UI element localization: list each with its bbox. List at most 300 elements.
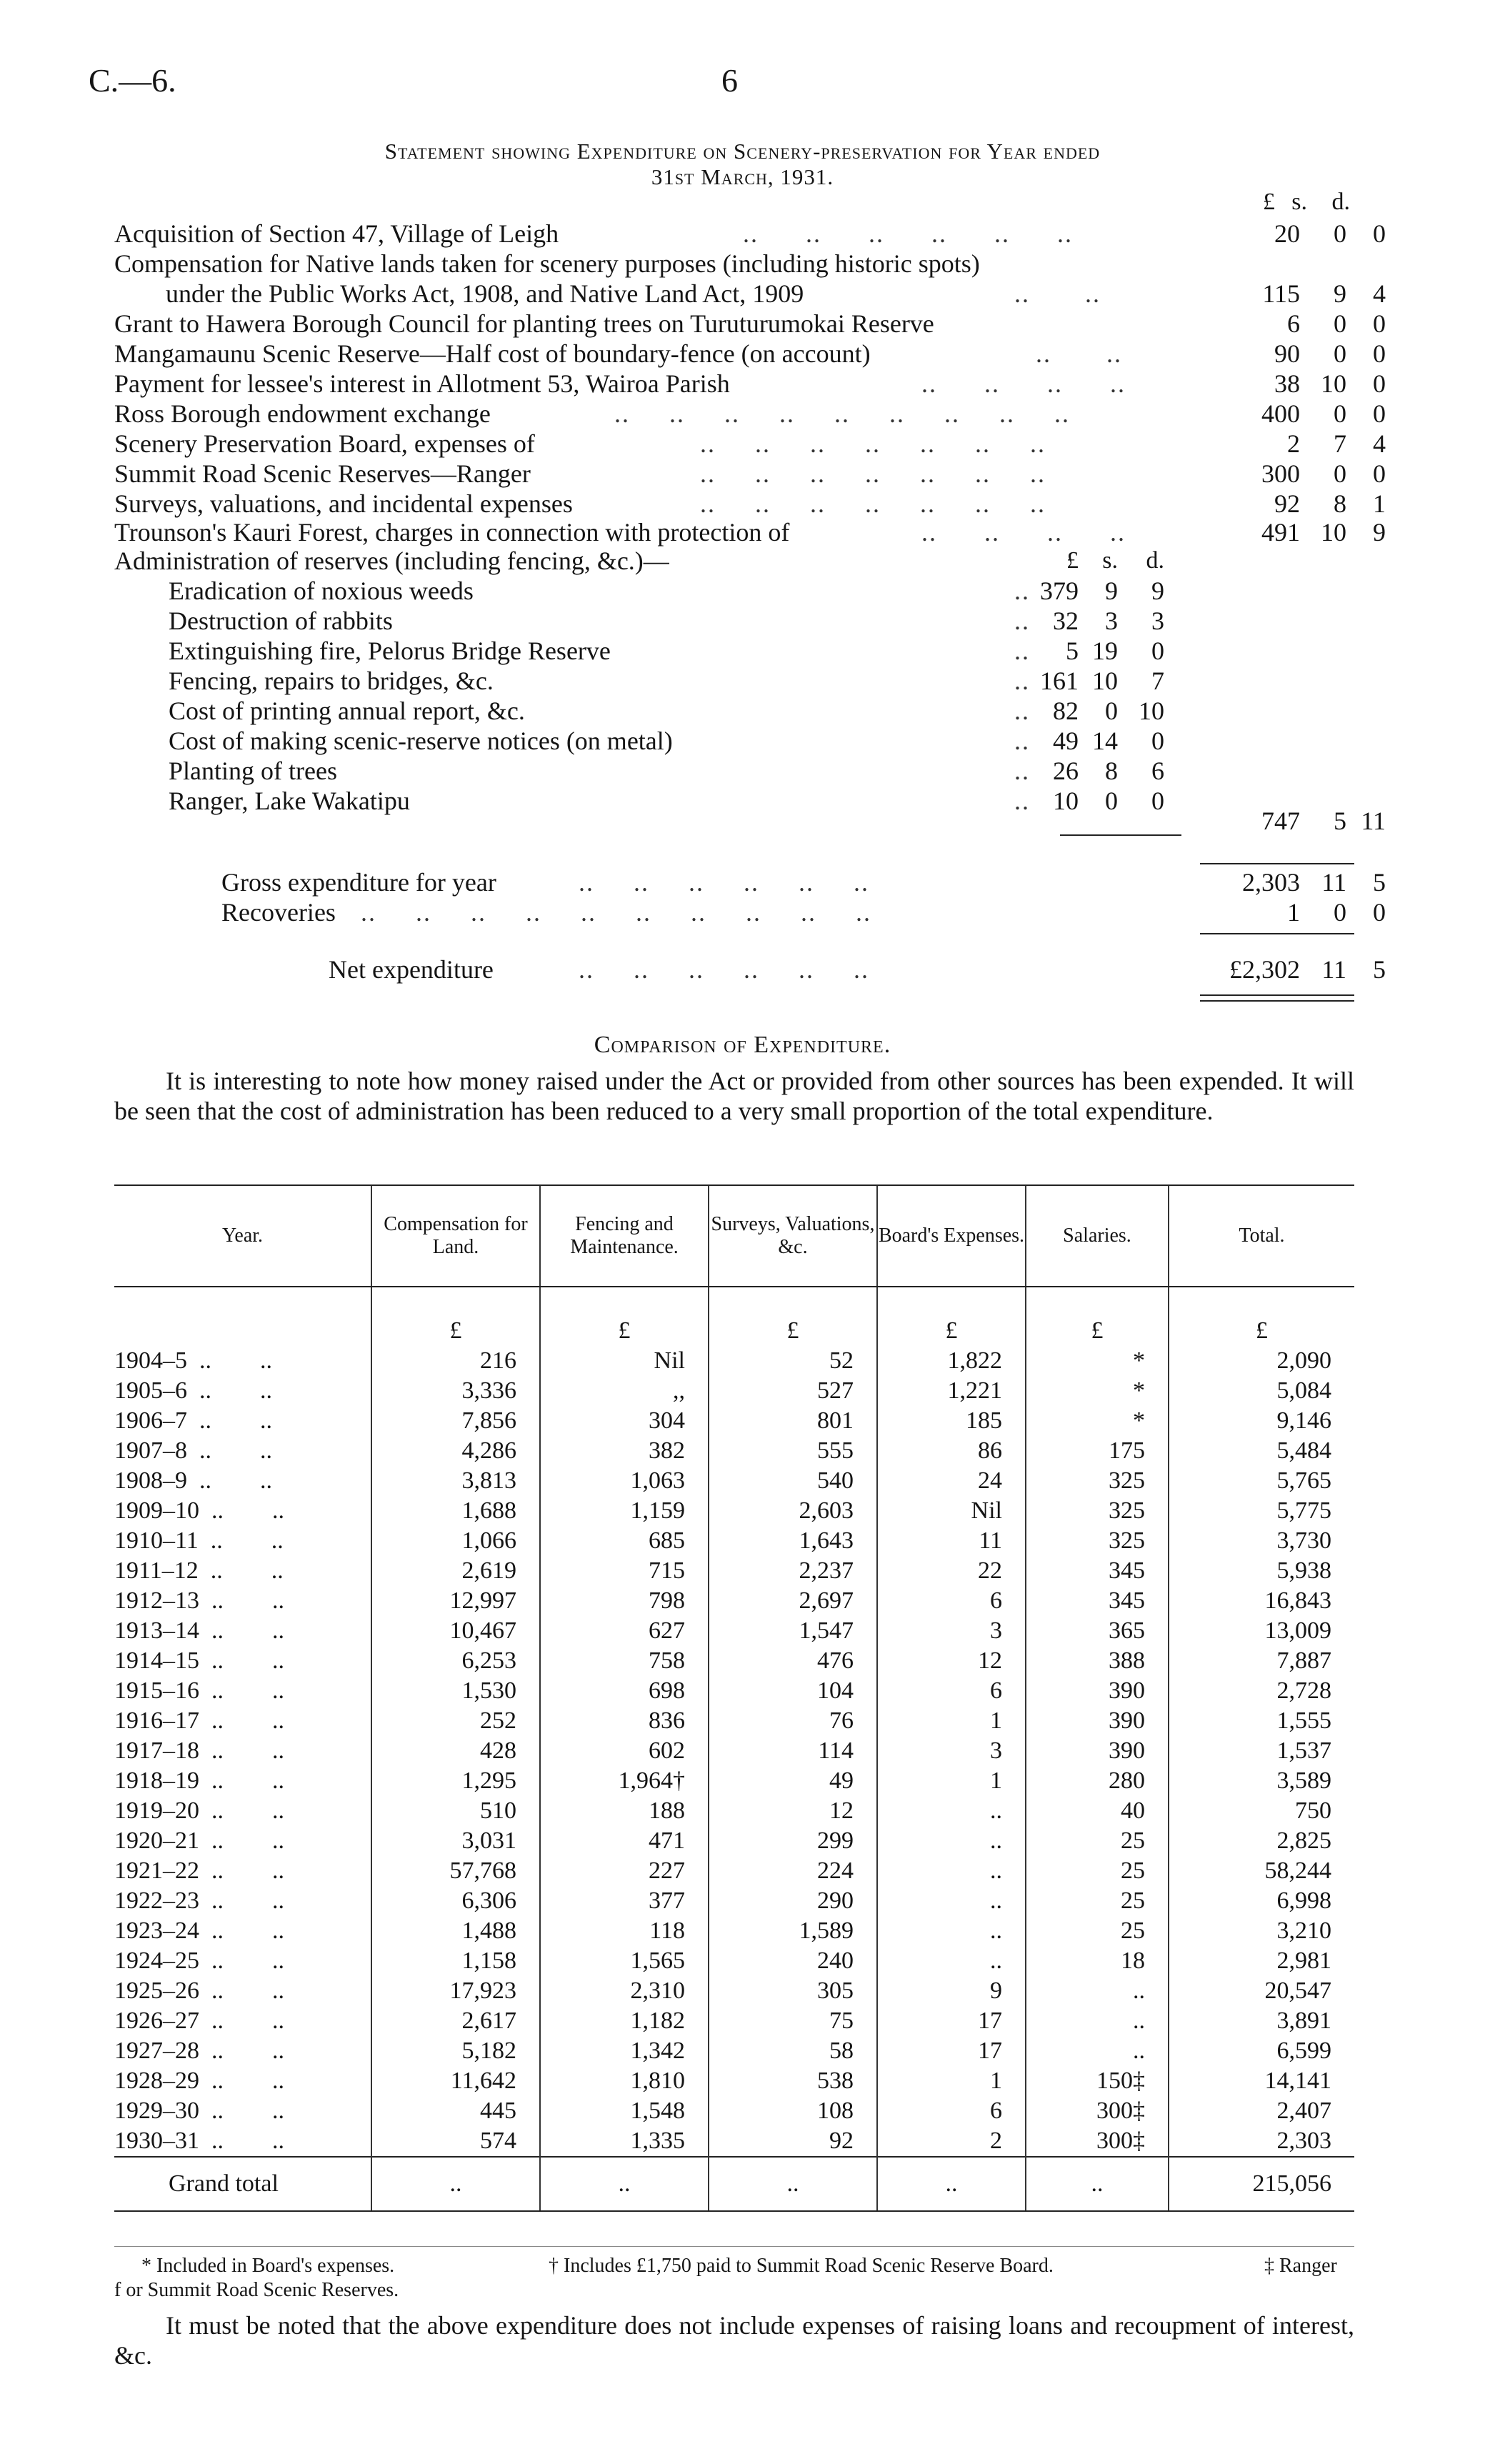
- leader-dots: .. ..: [199, 1977, 284, 2004]
- value-cell: 510: [371, 1796, 540, 1826]
- value-cell: £: [709, 1287, 877, 1346]
- value-cell: 25: [1026, 1826, 1169, 1856]
- value-cell: 92: [709, 2126, 877, 2157]
- value-cell: 325: [1026, 1496, 1169, 1526]
- value-cell: 280: [1026, 1766, 1169, 1796]
- value-cell: 10,467: [371, 1616, 540, 1646]
- value-cell: ..: [371, 2157, 540, 2211]
- value-cell: ..: [877, 1886, 1026, 1916]
- leader-dots: .. .. .. .. .. .. ..: [700, 429, 1046, 458]
- admin-item-pounds: 161: [1040, 667, 1079, 695]
- table-row: [114, 1916, 1354, 1946]
- value-cell: 58,244: [1169, 1856, 1354, 1886]
- value-cell: 365: [1026, 1616, 1169, 1646]
- leader-dots: .. ..: [199, 1947, 284, 1974]
- value-cell: £: [540, 1287, 709, 1346]
- value-cell: 150‡: [1026, 2066, 1169, 2096]
- admin-item-pence: 9: [1151, 577, 1164, 605]
- value-cell: 3: [877, 1736, 1026, 1766]
- year-cell: 1927–28 .. ..: [114, 2037, 284, 2064]
- table-row: [114, 1736, 1354, 1766]
- value-cell: ,,: [540, 1376, 709, 1406]
- year-cell: 1916–17 .. ..: [114, 1707, 284, 1734]
- admin-item: [114, 726, 1379, 756]
- value-cell: 12: [709, 1796, 877, 1826]
- table-row: [114, 1616, 1354, 1646]
- year-cell: 1910–11 .. ..: [114, 1527, 284, 1554]
- col-year: Year.: [114, 1185, 371, 1287]
- value-cell: 12,997: [371, 1586, 540, 1616]
- value-cell: ..: [1026, 2157, 1169, 2211]
- admin-item-desc: Cost of making scenic-reserve notices (on metal): [169, 727, 673, 755]
- value-cell: ..: [877, 1916, 1026, 1946]
- value-cell: 3,730: [1169, 1526, 1354, 1556]
- value-cell: 108: [709, 2096, 877, 2126]
- leader-dots: .. ..: [187, 1377, 272, 1404]
- table-row: [114, 2036, 1354, 2066]
- value-cell: 40: [1026, 1796, 1169, 1826]
- value-cell: 18: [1026, 1946, 1169, 1976]
- statement-item: [114, 546, 1379, 576]
- value-cell: ..: [540, 2157, 709, 2211]
- value-cell: 25: [1026, 1856, 1169, 1886]
- page-number: 6: [721, 62, 738, 99]
- value-cell: 5,182: [371, 2036, 540, 2066]
- value-cell: 22: [877, 1556, 1026, 1586]
- table-row: [114, 1886, 1354, 1916]
- statement-item-desc: Acquisition of Section 47, Village of Leigh: [114, 219, 559, 248]
- value-cell: 9,146: [1169, 1406, 1354, 1436]
- statement-title-line2: 31st March, 1931.: [651, 164, 834, 189]
- statement-title-line1: Statement showing Expenditure on Scenery-preservation for Year ended: [384, 139, 1101, 164]
- value-cell: 758: [540, 1646, 709, 1676]
- value-cell: 5,484: [1169, 1436, 1354, 1466]
- value-cell: 5,775: [1169, 1496, 1354, 1526]
- statement-item: [114, 369, 1386, 399]
- value-cell: 325: [1026, 1466, 1169, 1496]
- admin-item-pounds: 379: [1040, 577, 1079, 605]
- year-cell: 1904–5 .. ..: [114, 1347, 272, 1374]
- leader-dots: .. ..: [199, 1497, 284, 1524]
- net-double-rule-1: [1200, 994, 1354, 996]
- value-cell: 57,768: [371, 1856, 540, 1886]
- admin-total-shillings: 5: [1334, 807, 1346, 835]
- value-cell: 175: [1026, 1436, 1169, 1466]
- col-surveys: Surveys, Valuations, &c.: [709, 1185, 877, 1287]
- value-cell: 1,688: [371, 1496, 540, 1526]
- leader-dots: .. ..: [199, 2007, 284, 2034]
- statement-item-pence: 0: [1373, 309, 1386, 338]
- value-cell: 574: [371, 2126, 540, 2157]
- value-cell: 17: [877, 2006, 1026, 2036]
- statement-item: [114, 249, 1379, 279]
- leader-dots: .. ..: [199, 1707, 284, 1734]
- leader-dots: .. .. .. ..: [921, 369, 1126, 398]
- value-cell: £: [371, 1287, 540, 1346]
- table-row: [114, 1976, 1354, 2006]
- leader-dots: .. ..: [199, 1617, 284, 1644]
- net-pence: 5: [1373, 955, 1386, 984]
- value-cell: 300‡: [1026, 2126, 1169, 2157]
- year-cell: 1907–8 .. ..: [114, 1437, 272, 1464]
- value-cell: 240: [709, 1946, 877, 1976]
- leader-dots: .. ..: [199, 2037, 284, 2064]
- year-cell: 1922–23 .. ..: [114, 1887, 284, 1914]
- admin-shillings-header: s.: [1102, 547, 1118, 574]
- value-cell: 476: [709, 1646, 877, 1676]
- leader-dots: .. ..: [187, 1467, 272, 1494]
- year-cell: 1909–10 .. ..: [114, 1497, 284, 1524]
- admin-item: [114, 636, 1379, 666]
- net-shillings: 11: [1321, 955, 1346, 984]
- admin-pounds-header: £: [1066, 547, 1079, 574]
- admin-item-shillings: 0: [1105, 697, 1118, 725]
- value-cell: ..: [877, 1946, 1026, 1976]
- value-cell: 1,589: [709, 1916, 877, 1946]
- statement-item: [114, 489, 1386, 519]
- footnote-ranger-cont: f or Summit Road Scenic Reserves.: [114, 2279, 399, 2301]
- statement-item: [114, 459, 1386, 489]
- value-cell: *: [1026, 1346, 1169, 1376]
- value-cell: 377: [540, 1886, 709, 1916]
- value-cell: 2,697: [709, 1586, 877, 1616]
- table-row: [114, 1436, 1354, 1466]
- statement-item-desc: Payment for lessee's interest in Allotment 53, Wairoa Parish: [114, 369, 730, 398]
- comparison-table: [114, 1184, 1354, 2212]
- value-cell: 1,964†: [540, 1766, 709, 1796]
- value-cell: 305: [709, 1976, 877, 2006]
- statement-item-pence: 0: [1373, 459, 1386, 488]
- leader-dots: .. ..: [199, 1827, 284, 1854]
- value-cell: 5,765: [1169, 1466, 1354, 1496]
- value-cell: ..: [877, 2157, 1026, 2211]
- statement-item-shillings: 10: [1321, 518, 1346, 547]
- value-cell: 7,856: [371, 1406, 540, 1436]
- statement-item-pence: 1: [1373, 489, 1386, 518]
- value-cell: 527: [709, 1376, 877, 1406]
- admin-item-pounds: 49: [1053, 727, 1079, 755]
- col-fencing: Fencing and Maintenance.: [540, 1185, 709, 1287]
- value-cell: 1,547: [709, 1616, 877, 1646]
- statement-item-pence: 0: [1373, 219, 1386, 248]
- statement-item-pounds: 115: [1262, 279, 1300, 308]
- statement-item-shillings: 9: [1334, 279, 1346, 308]
- table-row: [114, 2096, 1354, 2126]
- value-cell: 215,056: [1169, 2157, 1354, 2211]
- year-cell: 1908–9 .. ..: [114, 1467, 272, 1494]
- value-cell: 6,998: [1169, 1886, 1354, 1916]
- table-row: [114, 2066, 1354, 2096]
- leader-dots: .. ..: [187, 1347, 272, 1374]
- value-cell: 3: [877, 1616, 1026, 1646]
- col-salaries: Salaries.: [1026, 1185, 1169, 1287]
- value-cell: 104: [709, 1676, 877, 1706]
- statement-item-pounds: 38: [1274, 369, 1300, 398]
- leader-dots: ..: [1014, 757, 1030, 785]
- comparison-intro: It is interesting to note how money raised under the Act or provided from other sources has been expended. It will be seen that the cost of administration has been reduced to a very small proportion of the total expenditure.: [114, 1067, 1354, 1125]
- value-cell: 602: [540, 1736, 709, 1766]
- admin-item-desc: Extinguishing fire, Pelorus Bridge Reserve: [169, 637, 611, 665]
- table-row: [114, 2006, 1354, 2036]
- net-pounds: £2,302: [1229, 955, 1300, 984]
- table-row: [114, 1526, 1354, 1556]
- value-cell: 14,141: [1169, 2066, 1354, 2096]
- statement-item-shillings: 0: [1334, 339, 1346, 368]
- value-cell: ..: [1026, 2036, 1169, 2066]
- statement-item-desc: Summit Road Scenic Reserves—Ranger: [114, 459, 531, 488]
- value-cell: 20,547: [1169, 1976, 1354, 2006]
- value-cell: 801: [709, 1406, 877, 1436]
- grand-total-row: [114, 2157, 1354, 2211]
- admin-item-shillings: 19: [1092, 637, 1118, 665]
- value-cell: ..: [877, 1856, 1026, 1886]
- year-cell: 1912–13 .. ..: [114, 1587, 284, 1614]
- table-row: [114, 1646, 1354, 1676]
- year-cell: [114, 1287, 371, 1346]
- footnote-board: * Included in Board's expenses.: [141, 2255, 395, 2277]
- leader-dots: .. ..: [199, 1887, 284, 1914]
- leader-dots: .. ..: [199, 1737, 284, 1764]
- gross-pounds: 2,303: [1242, 868, 1300, 897]
- statement-item-pounds: 20: [1274, 219, 1300, 248]
- year-cell: 1926–27 .. ..: [114, 2007, 284, 2034]
- value-cell: 86: [877, 1436, 1026, 1466]
- statement-item-desc: Scenery Preservation Board, expenses of: [114, 429, 535, 458]
- year-cell: 1920–21 .. ..: [114, 1827, 284, 1854]
- admin-item-pounds: 26: [1053, 757, 1079, 785]
- value-cell: 428: [371, 1736, 540, 1766]
- admin-item-pounds: 82: [1053, 697, 1079, 725]
- value-cell: 2: [877, 2126, 1026, 2157]
- admin-total-pounds: 747: [1261, 807, 1300, 835]
- leader-dots: .. ..: [199, 2068, 284, 2094]
- value-cell: 836: [540, 1706, 709, 1736]
- leader-dots: .. ..: [198, 1557, 284, 1584]
- net-row: Net expenditure .. .. .. .. .. .. £2,302 11 5: [329, 955, 1386, 984]
- statement-item-pounds: 90: [1274, 339, 1300, 368]
- statement-item-pence: 0: [1373, 399, 1386, 428]
- admin-total-row: [114, 806, 1386, 836]
- value-cell: 224: [709, 1856, 877, 1886]
- year-cell: 1923–24 .. ..: [114, 1917, 284, 1944]
- value-cell: 1,158: [371, 1946, 540, 1976]
- footnote-rule: [114, 2246, 1354, 2247]
- statement-item-desc: Grant to Hawera Borough Council for planting trees on Turuturumokai Reserve: [114, 309, 934, 338]
- value-cell: £: [1026, 1287, 1169, 1346]
- value-cell: ..: [1026, 2006, 1169, 2036]
- value-cell: 1,548: [540, 2096, 709, 2126]
- admin-item-desc: Cost of printing annual report, &c.: [169, 697, 525, 725]
- leader-dots: .. ..: [199, 1917, 284, 1944]
- value-cell: 58: [709, 2036, 877, 2066]
- statement-item-pounds: 400: [1261, 399, 1300, 428]
- leader-dots: .. .. .. .. .. ..: [743, 219, 1073, 248]
- statement-item-desc: Administration of reserves (including fencing, &c.)—: [114, 547, 669, 575]
- value-cell: £: [877, 1287, 1026, 1346]
- value-cell: 627: [540, 1616, 709, 1646]
- year-cell: 1918–19 .. ..: [114, 1767, 284, 1794]
- statement-item-pence: 4: [1373, 429, 1386, 458]
- gross-pence: 5: [1373, 868, 1386, 897]
- value-cell: 1,295: [371, 1766, 540, 1796]
- year-cell: 1925–26 .. ..: [114, 1977, 284, 2004]
- value-cell: 388: [1026, 1646, 1169, 1676]
- value-cell: 25: [1026, 1886, 1169, 1916]
- table-row: [114, 2126, 1354, 2157]
- admin-item-desc: Planting of trees: [169, 757, 337, 785]
- admin-item-pence: 0: [1151, 727, 1164, 755]
- admin-item-pence: 10: [1139, 697, 1164, 725]
- admin-item: [114, 666, 1379, 696]
- col-total: Total.: [1169, 1185, 1354, 1287]
- table-body: [114, 1287, 1354, 2211]
- shillings-header: s.: [1291, 189, 1307, 215]
- table-row: [114, 1406, 1354, 1436]
- statement-item-shillings: 8: [1334, 489, 1346, 518]
- leader-dots: ..: [1014, 727, 1030, 755]
- statement-item-shillings: 10: [1321, 369, 1346, 398]
- leader-dots: ..: [1014, 637, 1030, 665]
- col-compensation: Compensation for Land.: [371, 1185, 540, 1287]
- units-row: [114, 1287, 1354, 1346]
- value-cell: 1,066: [371, 1526, 540, 1556]
- value-cell: 17,923: [371, 1976, 540, 2006]
- value-cell: 76: [709, 1706, 877, 1736]
- value-cell: 390: [1026, 1706, 1169, 1736]
- value-cell: 52: [709, 1346, 877, 1376]
- value-cell: 2,825: [1169, 1826, 1354, 1856]
- statement-item-shillings: 0: [1334, 309, 1346, 338]
- admin-item-shillings: 14: [1092, 727, 1118, 755]
- leader-dots: .. .. .. .. .. .. ..: [700, 489, 1046, 518]
- value-cell: 49: [709, 1766, 877, 1796]
- admin-pence-header: d.: [1146, 547, 1164, 574]
- year-cell: Grand total: [114, 2157, 371, 2211]
- value-cell: 2,728: [1169, 1676, 1354, 1706]
- admin-item-desc: Destruction of rabbits: [169, 607, 393, 635]
- comparison-title: Comparison of Expenditure.: [594, 1032, 891, 1058]
- page-reference: C.—6.: [89, 62, 176, 99]
- footnote-ranger: ‡ Ranger: [1264, 2255, 1337, 2277]
- gross-top-rule: [1200, 863, 1354, 864]
- value-cell: 3,813: [371, 1466, 540, 1496]
- admin-item: [114, 576, 1379, 606]
- value-cell: 1: [877, 2066, 1026, 2096]
- value-cell: 252: [371, 1706, 540, 1736]
- admin-item-desc: Eradication of noxious weeds: [169, 577, 474, 605]
- admin-item-pence: 6: [1151, 757, 1164, 785]
- leader-dots: .. ..: [198, 1527, 284, 1554]
- statement-item: [114, 219, 1386, 249]
- value-cell: 2,303: [1169, 2126, 1354, 2157]
- leader-dots: ..: [1014, 697, 1030, 725]
- admin-item-shillings: 0: [1105, 787, 1118, 815]
- admin-item-pounds: 5: [1066, 637, 1079, 665]
- value-cell: 1,488: [371, 1916, 540, 1946]
- admin-item-pounds: 10: [1053, 787, 1079, 815]
- leader-dots: .. ..: [199, 1857, 284, 1884]
- year-cell: 1928–29 .. ..: [114, 2068, 284, 2094]
- recoveries-pounds: 1: [1287, 898, 1300, 927]
- admin-item-shillings: 9: [1105, 577, 1118, 605]
- admin-item: [114, 696, 1379, 726]
- value-cell: 188: [540, 1796, 709, 1826]
- leader-dots: ..: [1014, 607, 1030, 635]
- year-cell: 1913–14 .. ..: [114, 1617, 284, 1644]
- statement-item-pounds: 6: [1287, 309, 1300, 338]
- value-cell: 185: [877, 1406, 1026, 1436]
- value-cell: 445: [371, 2096, 540, 2126]
- recoveries-shillings: 0: [1334, 898, 1346, 927]
- leader-dots: .. ..: [199, 2128, 284, 2154]
- year-cell: 1914–15 .. ..: [114, 1647, 284, 1674]
- leader-dots: ..: [1014, 667, 1030, 695]
- leader-dots: ..: [1014, 577, 1030, 605]
- statement-item-desc: Mangamaunu Scenic Reserve—Half cost of boundary-fence (on account): [114, 339, 871, 368]
- value-cell: 13,009: [1169, 1616, 1354, 1646]
- admin-item-shillings: 3: [1105, 607, 1118, 635]
- table-row: [114, 1466, 1354, 1496]
- admin-item-desc: Ranger, Lake Wakatipu: [169, 787, 410, 815]
- value-cell: 538: [709, 2066, 877, 2096]
- statement-item-shillings: 0: [1334, 399, 1346, 428]
- value-cell: 1,810: [540, 2066, 709, 2096]
- leader-dots: .. .. .. .. .. .. .. .. ..: [614, 399, 1070, 428]
- statement-item: [114, 309, 1386, 339]
- value-cell: 1,182: [540, 2006, 709, 2036]
- value-cell: 3,891: [1169, 2006, 1354, 2036]
- value-cell: 1,335: [540, 2126, 709, 2157]
- admin-item-pence: 7: [1151, 667, 1164, 695]
- value-cell: 24: [877, 1466, 1026, 1496]
- table-row: [114, 1706, 1354, 1736]
- value-cell: 698: [540, 1676, 709, 1706]
- year-cell: 1911–12 .. ..: [114, 1557, 284, 1584]
- table-row: [114, 1796, 1354, 1826]
- admin-item: [114, 756, 1379, 786]
- value-cell: 390: [1026, 1676, 1169, 1706]
- statement-item-shillings: 0: [1334, 219, 1346, 248]
- admin-item-pence: 0: [1151, 787, 1164, 815]
- value-cell: 325: [1026, 1526, 1169, 1556]
- leader-dots: .. .. .. .. .. .. ..: [700, 459, 1046, 488]
- value-cell: 1,159: [540, 1496, 709, 1526]
- statement-item-pounds: 491: [1261, 518, 1300, 547]
- table-row: [114, 1346, 1354, 1376]
- year-cell: 1921–22 .. ..: [114, 1857, 284, 1884]
- net-double-rule-2: [1200, 1000, 1354, 1002]
- statement-item-desc: Ross Borough endowment exchange: [114, 399, 491, 428]
- value-cell: Nil: [540, 1346, 709, 1376]
- pounds-header: £: [1263, 189, 1275, 215]
- year-cell: 1919–20 .. ..: [114, 1797, 284, 1824]
- statement-item: [114, 399, 1386, 429]
- value-cell: 216: [371, 1346, 540, 1376]
- leader-dots: ..: [1014, 787, 1030, 815]
- value-cell: 540: [709, 1466, 877, 1496]
- recoveries-pence: 0: [1373, 898, 1386, 927]
- statement-item-desc: under the Public Works Act, 1908, and Native Land Act, 1909: [166, 279, 804, 308]
- year-cell: 1915–16 .. ..: [114, 1677, 284, 1704]
- value-cell: 25: [1026, 1916, 1169, 1946]
- value-cell: 1,822: [877, 1346, 1026, 1376]
- gross-label: Gross expenditure for year: [221, 868, 496, 897]
- value-cell: 1,555: [1169, 1706, 1354, 1736]
- value-cell: 304: [540, 1406, 709, 1436]
- statement-item-desc: Surveys, valuations, and incidental expenses: [114, 489, 573, 518]
- value-cell: 6,599: [1169, 2036, 1354, 2066]
- leader-dots: .. ..: [199, 1677, 284, 1704]
